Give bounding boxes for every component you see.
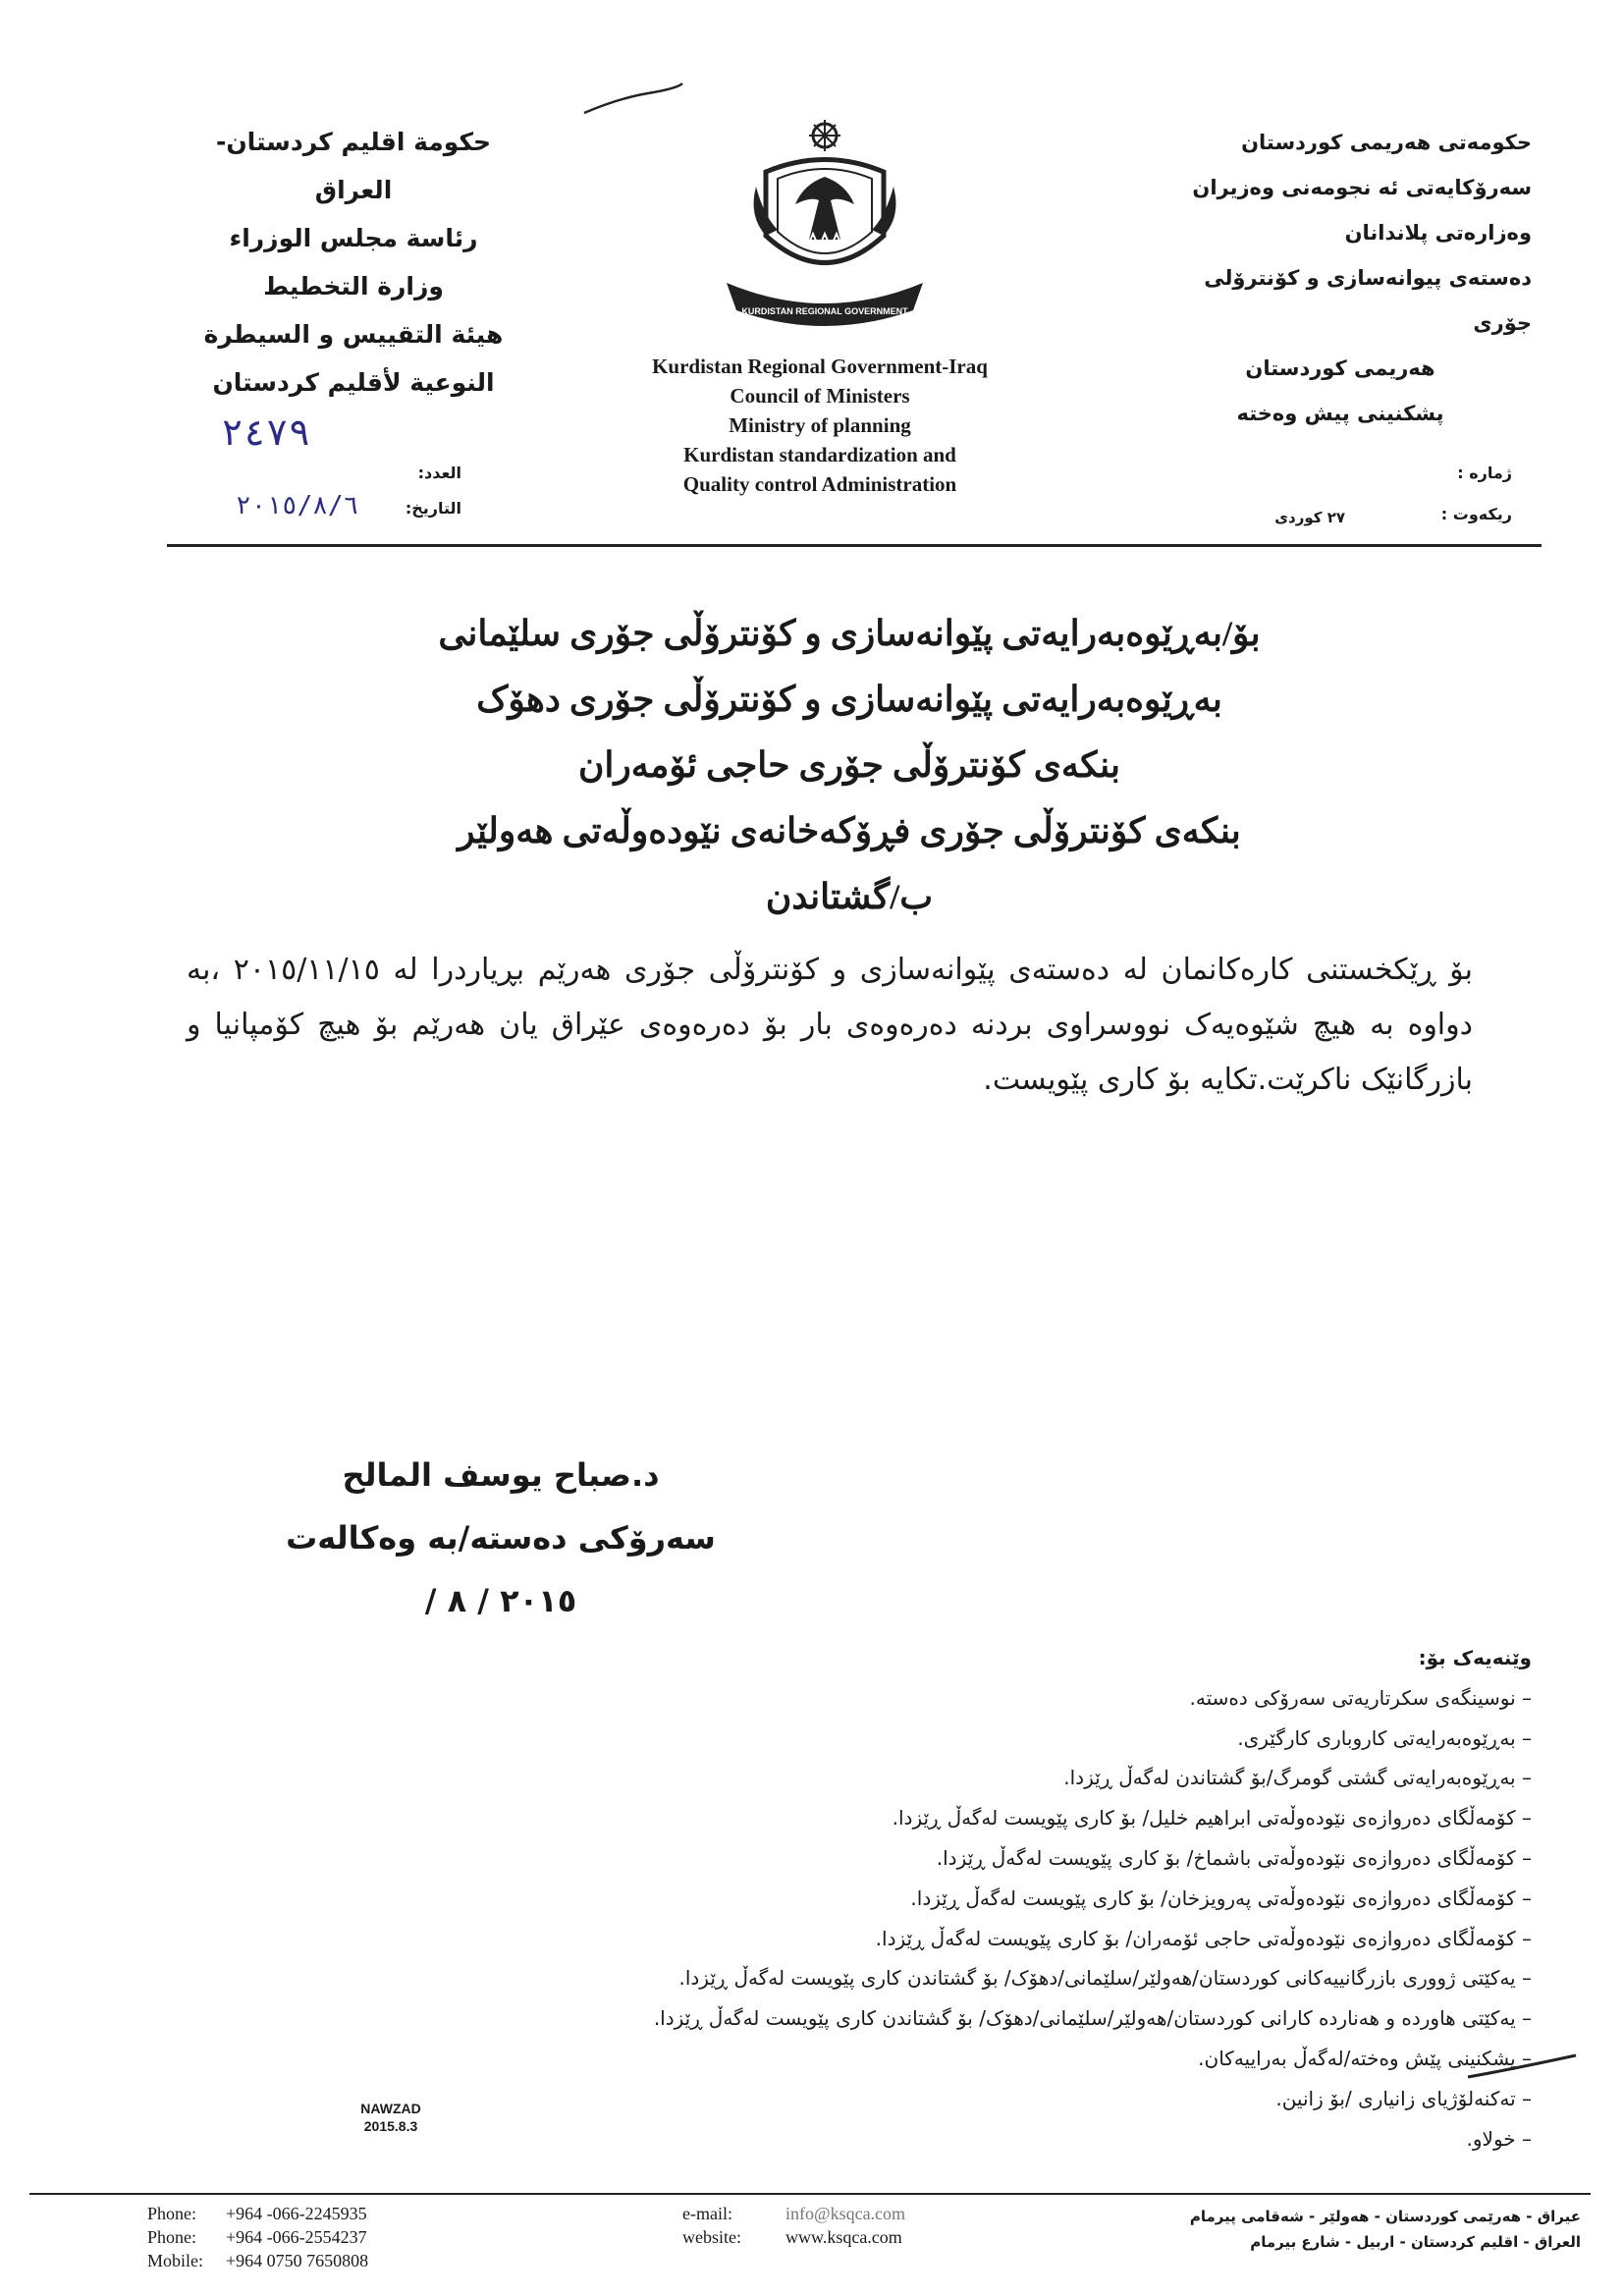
kurdish-header-line: پشکنینی پیش وەختە: [1236, 402, 1444, 425]
address-kurdish: عیراق - هەرێمی کوردستان - هەولێر - شەقامی پیرمام: [1189, 2208, 1581, 2225]
kurdish-header: [1149, 120, 1532, 436]
ref-number-label: العدد:: [417, 464, 461, 482]
addressee-line: بۆ/بەڕێوەبەرایەتی پێوانەسازی و کۆنترۆڵی جۆری سلێمانی: [438, 614, 1261, 653]
krg-emblem-icon: [717, 118, 933, 334]
addressee-block: [353, 601, 1345, 930]
cc-item: – تەکنەلۆژیای زانیاری /بۆ زانین.: [1275, 2086, 1532, 2110]
website-line: website: www.ksqca.com: [682, 2227, 902, 2247]
ref-date-label: التاريخ:: [405, 499, 461, 518]
signature-date: ٢٠١٥ / ٨ /: [424, 1582, 577, 1619]
cc-item: – کۆمەڵگای دەروازەی نێودەوڵەتی حاجی ئۆمەران/ بۆ کاری پێویست لەگەڵ ڕێزدا.: [875, 1926, 1532, 1950]
typist-name: NAWZAD: [360, 2101, 421, 2116]
cc-item: – یەکێتی هاوردە و هەناردە کارانی کوردستان/هەولێر/سلێمانی/دهۆک/ بۆ گشتاندن کاری پێویست لەگەڵ ڕێزدا.: [653, 2006, 1532, 2031]
email-line: e-mail: info@ksqca.com: [682, 2204, 906, 2223]
cc-item: – کۆمەڵگای دەروازەی نێودەوڵەتی ابراهیم خلیل/ بۆ کاری پێویست لەگەڵ ڕێزدا.: [892, 1806, 1532, 1831]
kurdish-header-line: دەستەی پیوانەسازی و کۆنترۆلی جۆری: [1204, 266, 1532, 335]
header-divider: [167, 544, 1542, 547]
handwritten-date: ٢٠١٥/٨/٦: [236, 491, 359, 520]
cc-list: [363, 1638, 1532, 2159]
pen-stroke-mark: [1463, 2048, 1581, 2087]
footer-divider: [29, 2193, 1591, 2195]
cc-item: – خولاو.: [1466, 2126, 1532, 2151]
website-link[interactable]: www.ksqca.com: [785, 2227, 902, 2247]
cc-item: – بەڕێوەبەرایەتی کاروباری کارگێری.: [1237, 1725, 1532, 1750]
arabic-header-line: هيئة التقييس و السيطرة: [203, 320, 504, 349]
ku-date-label: ريكەوت :: [1440, 505, 1512, 523]
letter-body: بۆ ڕێکخستنی کارەکانمان لە دەستەی پێوانەسازی و کۆنترۆڵی جۆری هەرێم بڕیاردرا لە ٢٠١٥/١١/١٥ ،بە دواوە بە هیچ شێوەیەک نووسراوی بردنە دەرەوەی بار بۆ دەرەوەی عێراق یان هەرێم بۆ هیچ کۆمپانیا و بازرگانێک ناکرێت.تکایە بۆ کاری پێویست.: [187, 953, 1473, 1097]
cc-item: – نوسینگەی سکرتاریەتی سەرۆکی دەستە.: [1189, 1685, 1532, 1710]
signature-block: [275, 1444, 727, 1632]
arabic-header-line: حكومة اقليم كردستان- العراق: [215, 128, 492, 204]
ku-date-value: ٢٧ كوردى: [1274, 509, 1345, 526]
handwritten-ref-number: ٢٤٧٩: [221, 410, 311, 454]
phone-line-2: Phone: +964 -066-2554237: [147, 2227, 367, 2247]
cc-item: – یەکێتی ژووری بازرگانییەکانی کوردستان/هەولێر/سلێمانی/دهۆک/ بۆ گشتاندن کاری پێویست لەگەڵ ڕێزدا.: [678, 1966, 1532, 1991]
kurdish-header-line: حكومەتی هەریمی کوردستان: [1241, 131, 1532, 154]
footer-address: [1119, 2204, 1581, 2255]
addressee-line: ب/گشتاندن: [765, 877, 934, 916]
scribble-mark: [579, 79, 687, 118]
footer-phones: [147, 2202, 560, 2290]
addressee-line: بەڕێوەبەرایەتی پێوانەسازی و کۆنترۆڵی جۆری دهۆک: [476, 680, 1222, 719]
typist-date: 2015.8.3: [363, 2118, 418, 2134]
addressee-line: بنکەی کۆنترۆڵی جۆری فڕۆکەخانەی نێودەوڵەتی هەولێر: [458, 811, 1241, 850]
english-header-line: Council of Ministers: [730, 384, 910, 408]
arabic-header-line: رئاسة مجلس الوزراء: [229, 224, 478, 252]
address-arabic: العراق - اقليم كردستان - اربيل - شارع بيرمام: [1250, 2233, 1581, 2251]
cc-item: – پشکنینی پێش وەختە/لەگەڵ بەراییەکان.: [1198, 2046, 1532, 2070]
mobile-line: Mobile: +964 0750 7650808: [147, 2251, 369, 2270]
english-header-line: Kurdistan Regional Government-Iraq: [652, 355, 988, 378]
signatory-name: د.صباح یوسف المالح: [342, 1456, 660, 1494]
phone-line-1: Phone: +964 -066-2245935: [147, 2204, 367, 2223]
cc-item: – کۆمەڵگای دەروازەی نێودەوڵەتی باشماخ/ بۆ کاری پێویست لەگەڵ ڕێزدا.: [936, 1845, 1532, 1870]
emblem-text: KURDISTAN REGIONAL GOVERNMENT: [741, 306, 908, 316]
kurdish-header-line: هەریمی کوردستان: [1245, 356, 1435, 380]
footer-web: [682, 2202, 1006, 2249]
english-header: [589, 352, 1051, 499]
cc-item: – بەڕێوەبەرایەتی گشتی گومرگ/بۆ گشتاندن لەگەڵ ڕێزدا.: [1063, 1766, 1532, 1790]
email-link[interactable]: info@ksqca.com: [785, 2204, 906, 2223]
typist-block: [352, 2100, 430, 2135]
ku-number-label: ژمارە :: [1457, 464, 1512, 482]
addressee-line: بنکەی کۆنترۆڵی جۆری حاجی ئۆمەران: [577, 745, 1120, 785]
arabic-header-line: وزارة التخطيط: [263, 272, 444, 301]
arabic-header-line: النوعية لأقليم كردستان: [212, 368, 495, 397]
english-header-line: Kurdistan standardization and: [683, 443, 956, 466]
kurdish-header-line: سەرۆکایەتی ئه نجومەنی وەزیران: [1192, 176, 1532, 199]
kurdish-header-line: وەزارەتی پلاندانان: [1344, 221, 1532, 245]
signatory-title: سەرۆکی دەستە/بە وەکالەت: [286, 1519, 716, 1557]
cc-item: – کۆمەڵگای دەروازەی نێودەوڵەتی پەرویزخان/ بۆ کاری پێویست لەگەڵ ڕێزدا.: [910, 1886, 1532, 1910]
arabic-header: [177, 118, 530, 407]
english-header-line: Quality control Administration: [682, 472, 957, 496]
english-header-line: Ministry of planning: [729, 413, 911, 437]
cc-heading: وێنەیەک بۆ:: [1418, 1646, 1532, 1669]
